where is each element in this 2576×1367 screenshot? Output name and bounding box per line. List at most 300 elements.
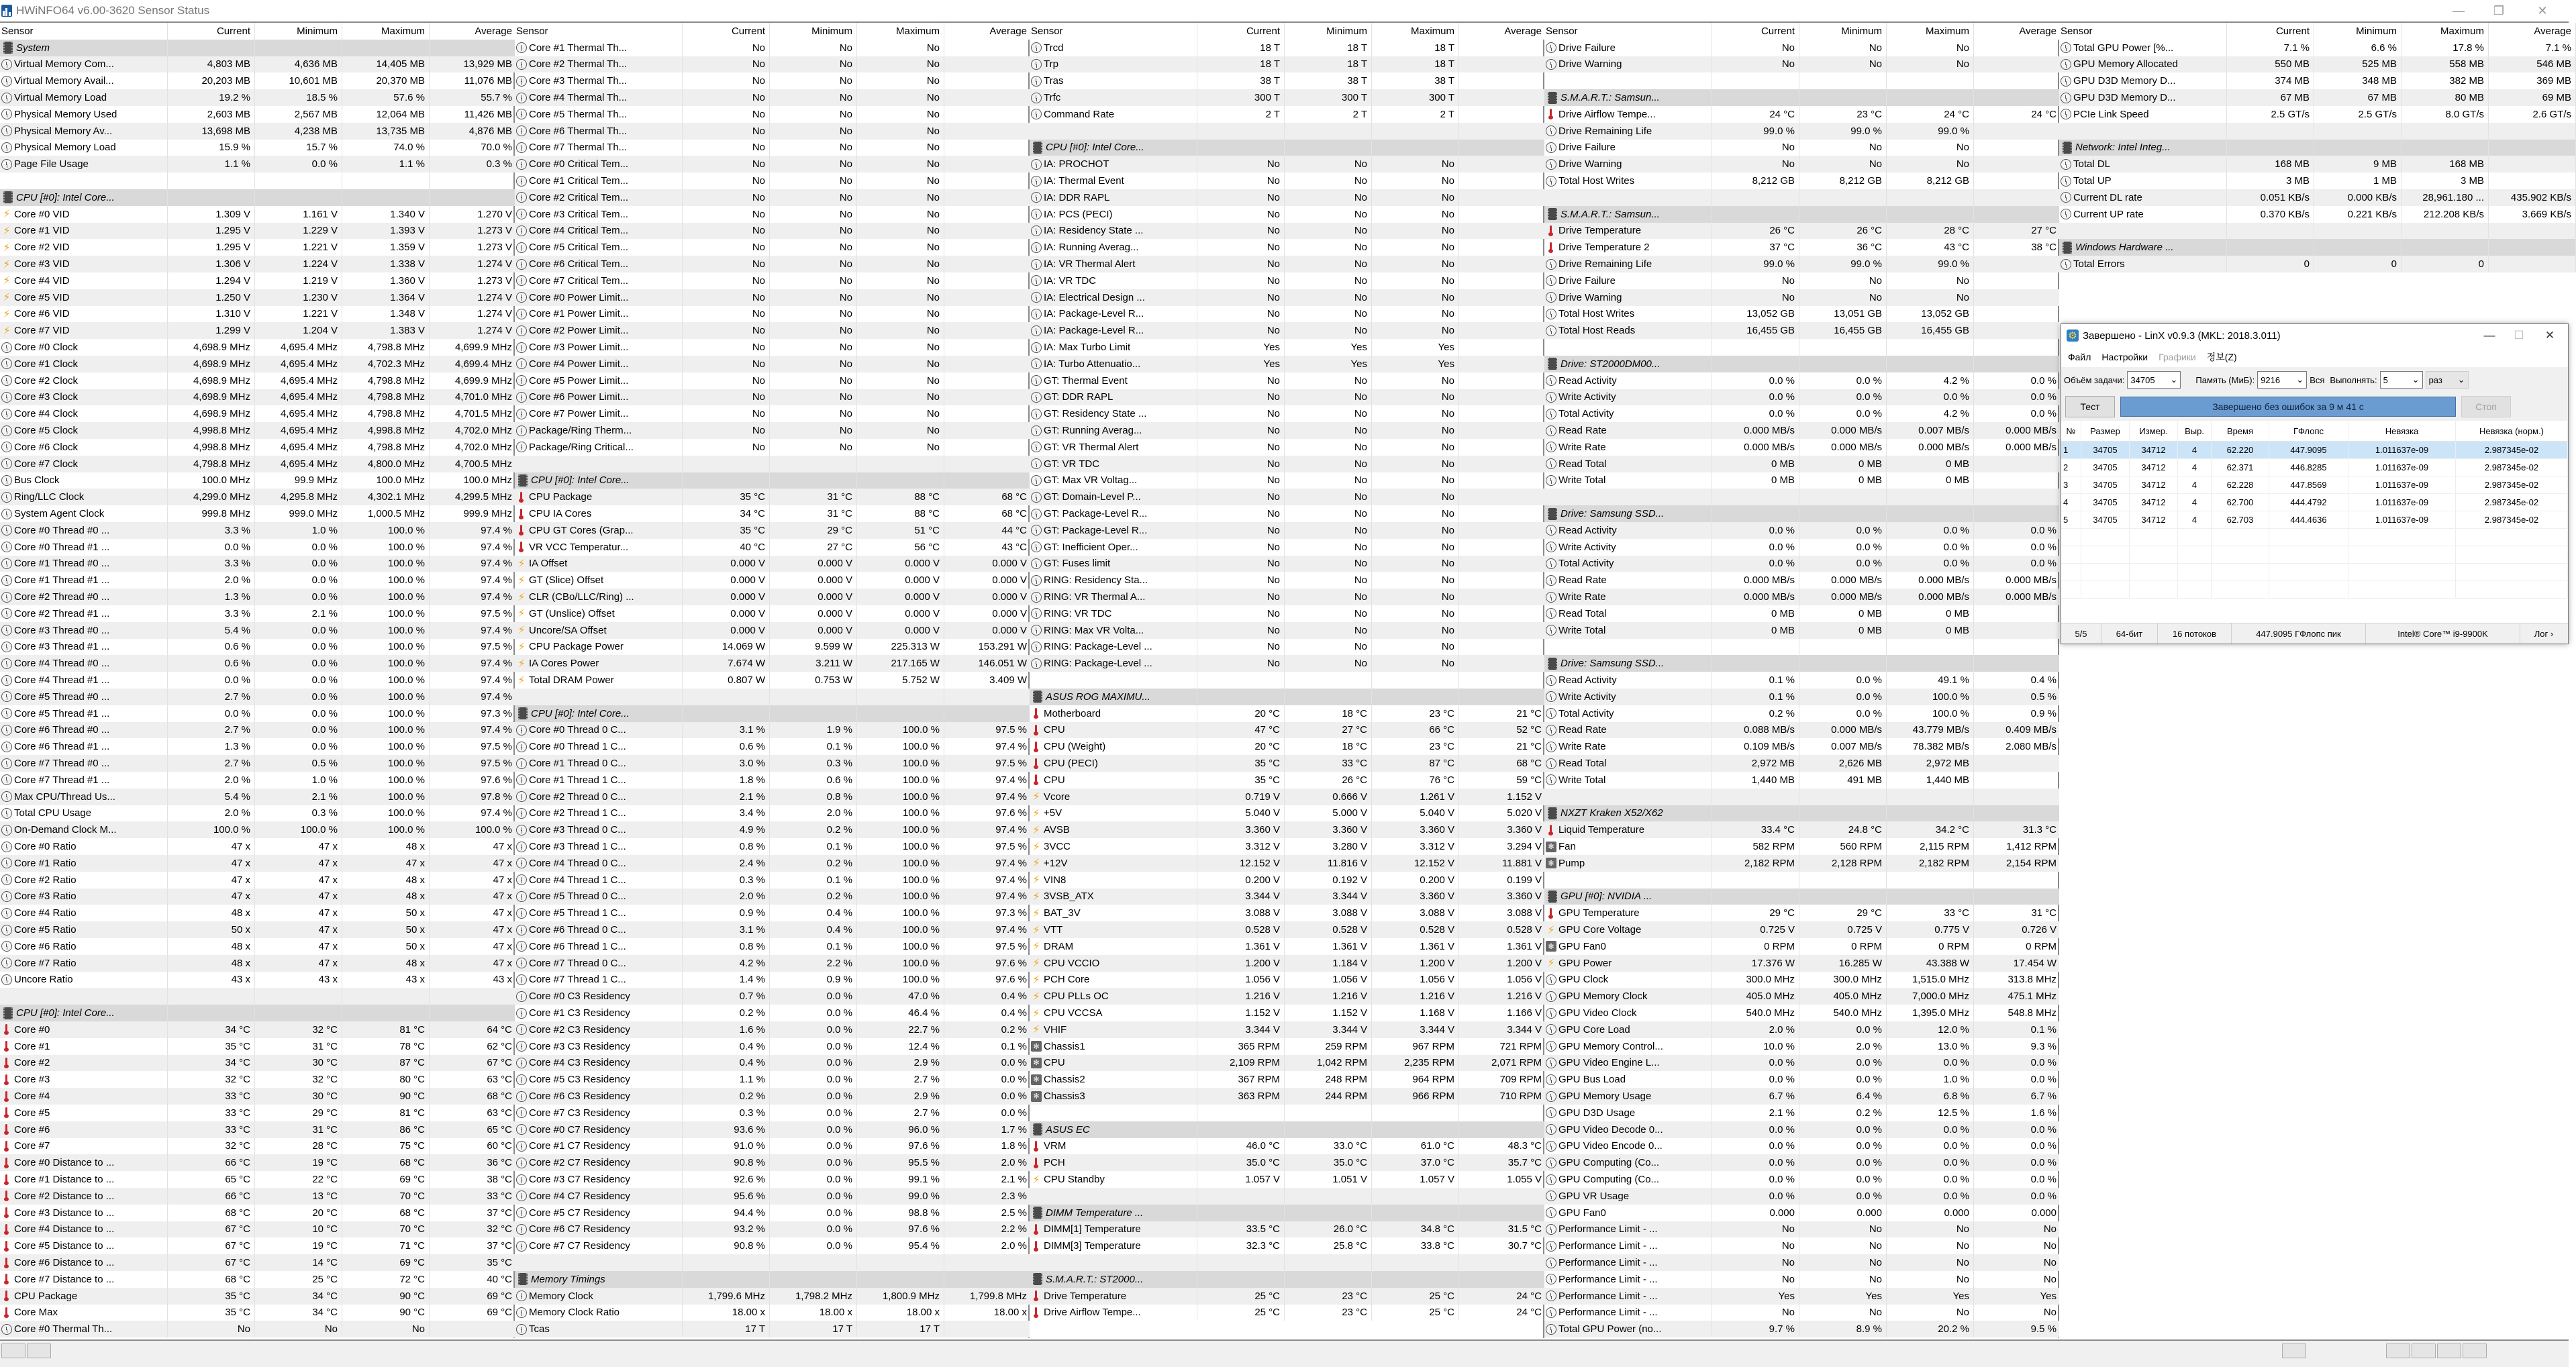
sensor-row[interactable] — [1030, 988, 1546, 1005]
column-header-average[interactable]: Average — [1459, 23, 1546, 40]
sensor-row[interactable] — [515, 123, 1032, 140]
minimize-button[interactable] — [2443, 0, 2474, 21]
memory-select[interactable] — [2257, 371, 2307, 389]
column-header-minimum[interactable]: Minimum — [770, 23, 857, 40]
sensor-row[interactable] — [1030, 505, 1546, 522]
sensor-row[interactable] — [2059, 189, 2576, 206]
sensor-row[interactable] — [515, 405, 1032, 422]
sensor-row[interactable] — [515, 206, 1032, 223]
sensor-row[interactable] — [2059, 256, 2576, 272]
sensor-row[interactable] — [515, 855, 1032, 872]
sensor-row[interactable] — [1544, 106, 2061, 123]
sensor-row[interactable] — [0, 655, 517, 672]
results-row[interactable] — [2061, 459, 2568, 476]
column-header-average[interactable]: Average — [1974, 23, 2061, 40]
sensor-row[interactable] — [515, 1121, 1032, 1138]
sensor-row[interactable] — [515, 389, 1032, 406]
sensor-row[interactable] — [0, 156, 517, 172]
sensor-row[interactable] — [0, 821, 517, 838]
sensor-row[interactable] — [1030, 56, 1546, 73]
sensor-group-row[interactable] — [1030, 1271, 1546, 1288]
sensor-row[interactable] — [1544, 172, 2061, 189]
sensor-row[interactable] — [515, 1005, 1032, 1021]
sensor-row[interactable] — [1030, 838, 1546, 855]
sensor-row[interactable] — [1030, 1171, 1546, 1188]
sensor-row[interactable] — [515, 872, 1032, 889]
sensor-row[interactable] — [1030, 1005, 1546, 1021]
sensor-row[interactable] — [1544, 772, 2061, 789]
sensor-row[interactable] — [2059, 89, 2576, 106]
sensor-row[interactable] — [515, 556, 1032, 572]
sensor-row[interactable] — [0, 289, 517, 306]
sensor-row[interactable] — [1030, 239, 1546, 256]
column-header-minimum[interactable]: Minimum — [1285, 23, 1372, 40]
sensor-row[interactable] — [515, 339, 1032, 356]
sensor-row[interactable] — [1030, 605, 1546, 622]
sensor-row[interactable] — [515, 572, 1032, 589]
sensor-row[interactable] — [515, 905, 1032, 921]
sensor-row[interactable] — [0, 239, 517, 256]
sensor-row[interactable] — [1030, 106, 1546, 123]
sensor-row[interactable] — [2059, 40, 2576, 56]
sensor-row[interactable] — [1544, 372, 2061, 389]
sensor-row[interactable] — [1544, 472, 2061, 489]
sensor-row[interactable] — [515, 1055, 1032, 1072]
sensor-row[interactable] — [1544, 589, 2061, 605]
sensor-row[interactable] — [0, 1121, 517, 1138]
column-header-maximum[interactable]: Maximum — [342, 23, 430, 40]
menu-graphs[interactable]: Графики — [2159, 352, 2196, 362]
sensor-row[interactable] — [2059, 206, 2576, 223]
sensor-row[interactable] — [1544, 738, 2061, 755]
sensor-row[interactable] — [0, 805, 517, 822]
sensor-group-row[interactable] — [0, 1005, 517, 1021]
sensor-row[interactable] — [1030, 955, 1546, 972]
sensor-panel-5[interactable] — [2059, 23, 2569, 1338]
sensor-row[interactable] — [515, 1221, 1032, 1238]
sensor-row[interactable] — [515, 938, 1032, 955]
sensor-row[interactable] — [1544, 272, 2061, 289]
sensor-row[interactable] — [0, 1288, 517, 1305]
sensor-row[interactable] — [1544, 405, 2061, 422]
results-header-cell[interactable]: Время — [2212, 421, 2269, 441]
sensor-group-row[interactable] — [1030, 689, 1546, 705]
sensor-row[interactable] — [1544, 1105, 2061, 1121]
toolbar-button-left-2[interactable] — [27, 1344, 51, 1358]
sensor-row[interactable] — [1544, 40, 2061, 56]
sensor-row[interactable] — [0, 556, 517, 572]
toolbar-button-left-1[interactable] — [1, 1344, 26, 1358]
sensor-row[interactable] — [1030, 1237, 1546, 1254]
sensor-row[interactable] — [1544, 705, 2061, 722]
sensor-row[interactable] — [515, 988, 1032, 1005]
sensor-row[interactable] — [515, 789, 1032, 805]
sensor-row[interactable] — [1544, 140, 2061, 156]
sensor-row[interactable] — [1030, 306, 1546, 323]
sensor-row[interactable] — [1544, 322, 2061, 339]
sensor-row[interactable] — [1544, 239, 2061, 256]
sensor-row[interactable] — [1030, 289, 1546, 306]
column-header-sensor[interactable]: Sensor — [515, 23, 683, 40]
sensor-row[interactable] — [1544, 955, 2061, 972]
sensor-row[interactable] — [1544, 1171, 2061, 1188]
sensor-row[interactable] — [515, 322, 1032, 339]
sensor-row[interactable] — [1030, 1071, 1546, 1088]
column-header-current[interactable]: Current — [1197, 23, 1285, 40]
sensor-row[interactable] — [0, 605, 517, 622]
sensor-row[interactable] — [2059, 156, 2576, 172]
sensor-row[interactable] — [515, 356, 1032, 372]
sensor-row[interactable] — [1544, 123, 2061, 140]
sensor-row[interactable] — [0, 622, 517, 639]
sensor-row[interactable] — [1544, 821, 2061, 838]
sensor-row[interactable] — [1544, 972, 2061, 989]
sensor-row[interactable] — [1544, 755, 2061, 772]
linx-maximize-button[interactable] — [2506, 324, 2532, 347]
sensor-row[interactable] — [515, 1105, 1032, 1121]
sensor-row[interactable] — [0, 1171, 517, 1188]
sensor-row[interactable] — [515, 439, 1032, 456]
sensor-row[interactable] — [1544, 672, 2061, 689]
sensor-row[interactable] — [515, 1088, 1032, 1105]
sensor-row[interactable] — [1030, 356, 1546, 372]
sensor-row[interactable] — [0, 306, 517, 323]
sensor-row[interactable] — [0, 439, 517, 456]
sensor-row[interactable] — [515, 489, 1032, 505]
sensor-group-row[interactable] — [1030, 1205, 1546, 1221]
sensor-row[interactable] — [515, 1021, 1032, 1038]
sensor-row[interactable] — [2059, 172, 2576, 189]
results-header-cell[interactable]: Выр. — [2178, 421, 2212, 441]
sensor-row[interactable] — [515, 156, 1032, 172]
run-count-select[interactable] — [2380, 371, 2423, 389]
sensor-row[interactable] — [515, 921, 1032, 938]
sensor-panel-1[interactable] — [0, 23, 515, 1338]
sensor-row[interactable] — [1544, 605, 2061, 622]
sensor-row[interactable] — [1544, 1021, 2061, 1038]
sensor-row[interactable] — [1030, 172, 1546, 189]
sensor-row[interactable] — [1030, 1088, 1546, 1105]
results-header-cell[interactable]: Размер — [2081, 421, 2130, 441]
sensor-row[interactable] — [1544, 539, 2061, 556]
sensor-row[interactable] — [0, 1305, 517, 1321]
sensor-row[interactable] — [1544, 1138, 2061, 1155]
sensor-row[interactable] — [0, 223, 517, 240]
sensor-row[interactable] — [1030, 522, 1546, 539]
sensor-row[interactable] — [0, 1321, 517, 1337]
sensor-row[interactable] — [515, 140, 1032, 156]
linx-minimize-button[interactable] — [2476, 324, 2503, 347]
sensor-row[interactable] — [1544, 1055, 2061, 1072]
sensor-row[interactable] — [1544, 1088, 2061, 1105]
sensor-row[interactable] — [1544, 1205, 2061, 1221]
sensor-row[interactable] — [1544, 389, 2061, 406]
sensor-row[interactable] — [1030, 1154, 1546, 1171]
sensor-row[interactable] — [0, 1088, 517, 1105]
sensor-row[interactable] — [0, 1055, 517, 1072]
sensor-row[interactable] — [0, 789, 517, 805]
sensor-row[interactable] — [1544, 1288, 2061, 1305]
sensor-group-row[interactable] — [1030, 1121, 1546, 1138]
results-row[interactable] — [2061, 511, 2568, 529]
sensor-row[interactable] — [0, 522, 517, 539]
results-row[interactable] — [2061, 442, 2568, 459]
sensor-group-row[interactable] — [2059, 239, 2576, 256]
toolbar-button-right-3[interactable] — [2412, 1344, 2436, 1358]
stop-button[interactable]: Стоп — [2461, 396, 2511, 417]
sensor-row[interactable] — [0, 705, 517, 722]
sensor-row[interactable] — [0, 539, 517, 556]
sensor-row[interactable] — [0, 1221, 517, 1238]
results-header-cell[interactable]: № — [2061, 421, 2081, 441]
sensor-row[interactable] — [1544, 988, 2061, 1005]
sensor-row[interactable] — [1030, 1021, 1546, 1038]
sensor-panel-4[interactable] — [1544, 23, 2059, 1338]
sensor-row[interactable] — [0, 921, 517, 938]
sensor-row[interactable] — [1544, 456, 2061, 472]
sensor-row[interactable] — [0, 1038, 517, 1055]
close-button[interactable] — [2527, 0, 2558, 21]
sensor-row[interactable] — [0, 339, 517, 356]
column-header-maximum[interactable]: Maximum — [2401, 23, 2489, 40]
sensor-row[interactable] — [1544, 1121, 2061, 1138]
menu-settings[interactable]: Настройки — [2101, 352, 2148, 362]
column-header-current[interactable]: Current — [1712, 23, 1799, 40]
sensor-row[interactable] — [515, 56, 1032, 73]
sensor-row[interactable] — [515, 722, 1032, 739]
sensor-row[interactable] — [1544, 938, 2061, 955]
sensor-row[interactable] — [1544, 289, 2061, 306]
sensor-row[interactable] — [0, 89, 517, 106]
sensor-row[interactable] — [515, 1071, 1032, 1088]
sensor-row[interactable] — [1030, 622, 1546, 639]
sensor-row[interactable] — [1030, 639, 1546, 656]
sensor-row[interactable] — [1544, 156, 2061, 172]
sensor-row[interactable] — [1030, 921, 1546, 938]
sensor-group-row[interactable] — [1544, 655, 2061, 672]
sensor-row[interactable] — [1030, 489, 1546, 505]
sensor-row[interactable] — [0, 472, 517, 489]
results-row[interactable] — [2061, 476, 2568, 494]
sensor-row[interactable] — [515, 1205, 1032, 1221]
sensor-row[interactable] — [515, 1237, 1032, 1254]
sensor-group-row[interactable] — [1544, 505, 2061, 522]
sensor-row[interactable] — [0, 938, 517, 955]
sensor-row[interactable] — [1030, 589, 1546, 605]
sensor-row[interactable] — [1030, 223, 1546, 240]
sensor-row[interactable] — [515, 223, 1032, 240]
sensor-row[interactable] — [515, 106, 1032, 123]
sensor-row[interactable] — [1030, 456, 1546, 472]
sensor-row[interactable] — [1030, 422, 1546, 439]
sensor-row[interactable] — [1544, 439, 2061, 456]
menu-info[interactable]: 정보(Z) — [2206, 352, 2237, 362]
sensor-row[interactable] — [1030, 1138, 1546, 1155]
sensor-row[interactable] — [2059, 106, 2576, 123]
run-unit-select[interactable] — [2426, 371, 2469, 389]
menu-file[interactable]: Файл — [2068, 352, 2091, 362]
sensor-row[interactable] — [2059, 72, 2576, 89]
sensor-row[interactable] — [1030, 705, 1546, 722]
sensor-row[interactable] — [515, 672, 1032, 689]
column-header-sensor[interactable]: Sensor — [1544, 23, 1712, 40]
sensor-row[interactable] — [515, 805, 1032, 822]
sensor-row[interactable] — [515, 89, 1032, 106]
sensor-row[interactable] — [2059, 56, 2576, 73]
sensor-row[interactable] — [515, 189, 1032, 206]
sensor-row[interactable] — [0, 722, 517, 739]
sensor-row[interactable] — [515, 306, 1032, 323]
sensor-group-row[interactable] — [1544, 206, 2061, 223]
sensor-row[interactable] — [1030, 1055, 1546, 1072]
sensor-group-row[interactable] — [1544, 889, 2061, 905]
column-header-minimum[interactable]: Minimum — [2314, 23, 2401, 40]
sensor-row[interactable] — [515, 738, 1032, 755]
column-header-maximum[interactable]: Maximum — [1372, 23, 1459, 40]
sensor-row[interactable] — [0, 489, 517, 505]
sensor-row[interactable] — [0, 1105, 517, 1121]
sensor-row[interactable] — [1030, 1305, 1546, 1321]
sensor-row[interactable] — [0, 1237, 517, 1254]
sensor-row[interactable] — [0, 689, 517, 705]
sensor-row[interactable] — [0, 256, 517, 272]
sensor-row[interactable] — [0, 838, 517, 855]
sensor-row[interactable] — [515, 1154, 1032, 1171]
sensor-row[interactable] — [1030, 189, 1546, 206]
sensor-row[interactable] — [1544, 622, 2061, 639]
sensor-row[interactable] — [0, 206, 517, 223]
sensor-row[interactable] — [1544, 1071, 2061, 1088]
sensor-row[interactable] — [0, 1138, 517, 1155]
sensor-group-row[interactable] — [1544, 89, 2061, 106]
sensor-row[interactable] — [1030, 372, 1546, 389]
column-header-average[interactable]: Average — [2489, 23, 2576, 40]
sensor-row[interactable] — [1544, 1038, 2061, 1055]
sensor-row[interactable] — [0, 272, 517, 289]
sensor-row[interactable] — [1030, 872, 1546, 889]
sensor-row[interactable] — [1030, 755, 1546, 772]
sensor-row[interactable] — [1030, 156, 1546, 172]
column-header-maximum[interactable]: Maximum — [857, 23, 944, 40]
sensor-row[interactable] — [1544, 1254, 2061, 1271]
sensor-row[interactable] — [0, 56, 517, 73]
sensor-row[interactable] — [515, 605, 1032, 622]
sensor-group-row[interactable] — [1544, 356, 2061, 372]
sensor-row[interactable] — [0, 372, 517, 389]
sensor-row[interactable] — [515, 256, 1032, 272]
sensor-row[interactable] — [0, 905, 517, 921]
sensor-row[interactable] — [0, 855, 517, 872]
toolbar-button-right-5[interactable] — [2463, 1344, 2487, 1358]
sensor-row[interactable] — [515, 1188, 1032, 1205]
sensor-row[interactable] — [0, 422, 517, 439]
sensor-row[interactable] — [515, 272, 1032, 289]
sensor-row[interactable] — [0, 1271, 517, 1288]
sensor-row[interactable] — [1030, 938, 1546, 955]
sensor-row[interactable] — [515, 1171, 1032, 1188]
sensor-row[interactable] — [515, 838, 1032, 855]
sensor-row[interactable] — [0, 505, 517, 522]
sensor-row[interactable] — [515, 755, 1032, 772]
sensor-row[interactable] — [0, 872, 517, 889]
sensor-row[interactable] — [1030, 855, 1546, 872]
sensor-row[interactable] — [0, 456, 517, 472]
sensor-row[interactable] — [0, 972, 517, 989]
sensor-row[interactable] — [515, 422, 1032, 439]
results-header-cell[interactable]: Измер. — [2130, 421, 2178, 441]
sensor-row[interactable] — [1030, 40, 1546, 56]
column-header-sensor[interactable]: Sensor — [0, 23, 168, 40]
toolbar-button-right-1[interactable] — [2282, 1344, 2306, 1358]
sensor-row[interactable] — [515, 522, 1032, 539]
problem-size-select[interactable] — [2127, 371, 2181, 389]
sensor-row[interactable] — [1030, 572, 1546, 589]
sensor-row[interactable] — [0, 123, 517, 140]
sensor-row[interactable] — [1030, 89, 1546, 106]
sensor-row[interactable] — [1544, 522, 2061, 539]
column-header-sensor[interactable]: Sensor — [2059, 23, 2227, 40]
restore-button[interactable] — [2483, 0, 2514, 21]
sensor-row[interactable] — [1030, 772, 1546, 789]
sensor-row[interactable] — [515, 539, 1032, 556]
column-header-sensor[interactable]: Sensor — [1030, 23, 1197, 40]
sensor-row[interactable] — [515, 639, 1032, 656]
sensor-row[interactable] — [515, 622, 1032, 639]
sensor-row[interactable] — [1544, 689, 2061, 705]
sensor-row[interactable] — [1030, 389, 1546, 406]
sensor-panel-2[interactable] — [515, 23, 1030, 1338]
sensor-row[interactable] — [515, 889, 1032, 905]
sensor-row[interactable] — [1030, 472, 1546, 489]
sensor-row[interactable] — [515, 821, 1032, 838]
sensor-row[interactable] — [1030, 556, 1546, 572]
toolbar-button-right-2[interactable] — [2386, 1344, 2410, 1358]
sensor-row[interactable] — [1544, 1321, 2061, 1337]
sensor-row[interactable] — [515, 1288, 1032, 1305]
toolbar-button-right-4[interactable] — [2437, 1344, 2461, 1358]
column-header-average[interactable]: Average — [944, 23, 1032, 40]
column-header-maximum[interactable]: Maximum — [1887, 23, 1974, 40]
sensor-row[interactable] — [1030, 738, 1546, 755]
sensor-row[interactable] — [0, 1021, 517, 1038]
sensor-row[interactable] — [1544, 1305, 2061, 1321]
sensor-group-row[interactable] — [515, 1271, 1032, 1288]
sensor-row[interactable] — [1030, 905, 1546, 921]
sensor-row[interactable] — [1544, 905, 2061, 921]
sensor-group-row[interactable] — [0, 189, 517, 206]
sensor-row[interactable] — [515, 1305, 1032, 1321]
sensor-row[interactable] — [515, 40, 1032, 56]
sensor-group-row[interactable] — [2059, 140, 2576, 156]
sensor-row[interactable] — [1030, 1221, 1546, 1238]
sensor-row[interactable] — [0, 738, 517, 755]
sensor-row[interactable] — [515, 1138, 1032, 1155]
sensor-row[interactable] — [1544, 256, 2061, 272]
sensor-row[interactable] — [1030, 405, 1546, 422]
results-header-cell[interactable]: Невязка — [2348, 421, 2456, 441]
results-header-cell[interactable]: ГФлопс — [2269, 421, 2348, 441]
sensor-row[interactable] — [0, 572, 517, 589]
sensor-panel-3[interactable] — [1030, 23, 1544, 1338]
sensor-row[interactable] — [1544, 855, 2061, 872]
sensor-row[interactable] — [1030, 272, 1546, 289]
sensor-row[interactable] — [1544, 56, 2061, 73]
sensor-row[interactable] — [0, 1254, 517, 1271]
sensor-row[interactable] — [515, 372, 1032, 389]
column-header-average[interactable]: Average — [430, 23, 517, 40]
sensor-row[interactable] — [1030, 322, 1546, 339]
sensor-row[interactable] — [0, 140, 517, 156]
